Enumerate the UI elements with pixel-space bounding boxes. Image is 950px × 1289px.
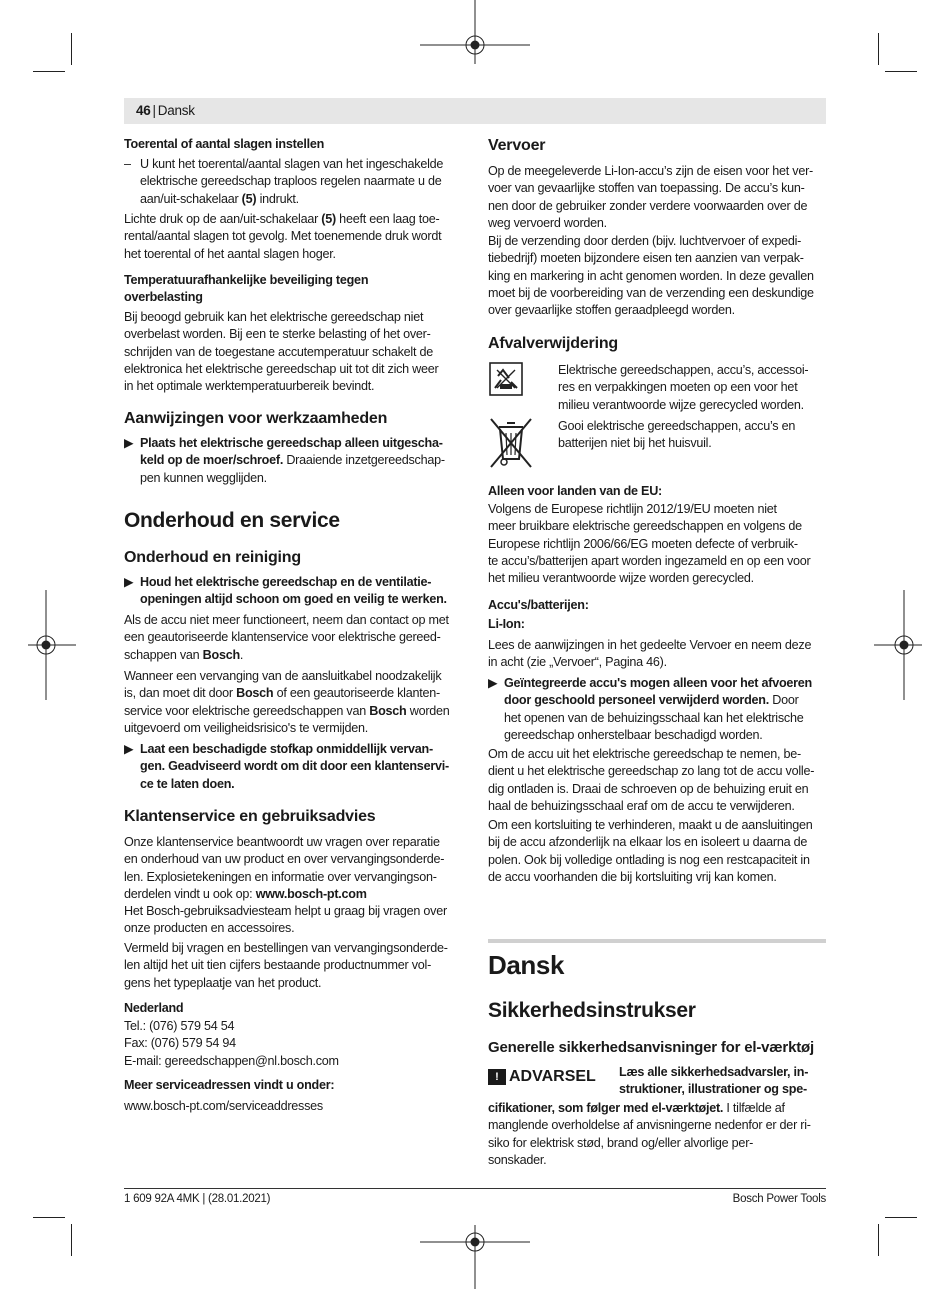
header-section: Dansk	[157, 103, 195, 118]
crop-mark	[878, 1224, 879, 1256]
header-separator: |	[152, 103, 156, 118]
paragraph-vermeld: Vermeld bij vragen en bestellingen van vervangingsonderde- len altijd het uit tien cijfers bestaande productnummer vol- gens het typeplaatje van het product.	[124, 941, 448, 990]
heading-meer: Meer serviceadressen vindt u onder:	[124, 1078, 335, 1092]
footer-doc-code: 1 609 92A 4MK | (28.01.2021)	[124, 1193, 271, 1205]
instruction-plaats: Plaats het elektrische gereedschap alleen uitgescha- keld op de moer/schroef. Draaiende inzetgereedschap- pen kunnen wegglijden.	[140, 436, 445, 485]
paragraph-vervoer-1: Op de meegeleverde Li-Ion-accu’s zijn de eisen voor het ver- voer van gevaarlijke stoffen van toepassing. De accu’s kun- nen door de gebruiker zonder verdere voorwaarden over de weg vervoerd worden.	[488, 164, 813, 230]
paragraph-om-2: Om een kortsluiting te verhinderen, maakt u de aansluitingen bij de accu afzonderlijk na elkaar los en isoleert u daarna de polen. Ook bij volledige ontlading is nog een restcapaciteit in de accu voorhanden die bij kortsluiting vrij kan komen.	[488, 818, 813, 884]
heading-aanwijzingen: Aanwijzingen voor werkzaamheden	[124, 410, 388, 427]
registration-mark-bottom	[420, 1220, 530, 1289]
paragraph-lees: Lees de aanwijzingen in het gedeelte Vervoer en neem deze in acht (zie „Vervoer“, Pagina 46).	[488, 638, 812, 670]
heading-nederland: Nederland	[124, 1001, 184, 1015]
heading-dansk: Dansk	[488, 950, 565, 980]
heading-sikkerhedsinstrukser: Sikkerhedsinstrukser	[488, 999, 696, 1022]
warning-text-indented: Læs alle sikkerhedsadvarsler, in- struktioner, illustrationer og spe-	[619, 1065, 809, 1097]
heading-liion: Li-Ion:	[488, 617, 525, 631]
section-divider	[488, 939, 826, 943]
page-header	[124, 98, 826, 124]
instruction-geintegreerde: Geïntegreerde accu's mogen alleen voor het afvoeren door geschoold personeel verwijderd worden. Door het openen van de behuizingsschaal kan het elektrische gereedschap onherstelbaar beschadigd worden.	[504, 676, 812, 742]
paragraph-het: Het Bosch-gebruiksadviesteam helpt u graag bij vragen over onze producten en accessoires.	[124, 904, 447, 936]
heading-onderhoud-service: Onderhoud en service	[124, 509, 340, 532]
crossed-out-bin-icon	[489, 417, 533, 469]
registration-mark-right	[874, 590, 930, 700]
instruction-houd: Houd het elektrische gereedschap en de ventilatie- openingen altijd schoon om goed en veilig te werken.	[140, 575, 447, 607]
heading-temperatuur: Temperatuurafhankelijke beveiliging tegen overbelasting	[124, 273, 369, 305]
website-link[interactable]: www.bosch-pt.com	[255, 886, 367, 901]
crop-mark	[885, 1217, 917, 1218]
service-addresses-link[interactable]: www.bosch-pt.com/serviceaddresses	[124, 1099, 323, 1113]
email[interactable]: E-mail: gereedschappen@nl.bosch.com	[124, 1053, 339, 1068]
phone: Tel.: (076) 579 54 54	[124, 1019, 235, 1033]
heading-afvalverwijdering: Afvalverwijdering	[488, 335, 618, 352]
bullet-icon: ▶	[124, 436, 134, 450]
registration-mark-top	[420, 0, 530, 70]
warning-word: ADVARSEL	[509, 1068, 596, 1085]
paragraph-om-1: Om de accu uit het elektrische gereedschap te nemen, be- dient u het elektrische gereedschap zo lang tot de accu volle- dig ontladen is. Draai de schroeven op de behuizing eruit en haal de behuizingsschaal eraf om de accu te verwijderen.	[488, 747, 815, 813]
instruction-laat: Laat een beschadigde stofkap onmiddellijk vervan- gen. Geadviseerd wordt om dit door een klantenservi- ce te laten doen.	[140, 742, 449, 791]
paragraph-temperatuur: Bij beoogd gebruik kan het elektrische gereedschap niet overbelast worden. Bij een te sterke belasting of het over- schrijden van de toegestane accutemperatuur schakelt de elektronica het elektrische gereedschap uit tot dit zich weer in het optimale werktemperatuurbereik bevindt.	[124, 310, 439, 394]
heading-onderhoud-reiniging: Onderhoud en reiniging	[124, 549, 301, 566]
crop-mark	[878, 33, 879, 65]
crop-mark	[33, 71, 65, 72]
paragraph-wanneer: Wanneer een vervanging van de aansluitkabel noodzakelijk is, dan moet dit door Bosch of een geautoriseerde klanten- service voor elektrische gereedschappen van Bosch worden uitgevoerd om veiligheidsrisico's te vermijden.	[124, 669, 450, 735]
recycling-icon	[489, 362, 523, 396]
crop-mark	[71, 1224, 72, 1256]
page-number: 46	[136, 103, 151, 118]
paragraph-lichte: Lichte druk op de aan/uit-schakelaar (5) heeft een laag toe- rental/aantal slagen tot gevolg. Met toenemende druk wordt het toerental of het aantal slagen hoger.	[124, 212, 442, 261]
bullet-icon: ▶	[124, 742, 134, 756]
heading-toerental: Toerental of aantal slagen instellen	[124, 137, 325, 151]
crop-mark	[71, 33, 72, 65]
heading-generelle: Generelle sikkerhedsanvisninger for el-værktøj	[488, 1039, 814, 1056]
dash-marker: –	[124, 157, 131, 171]
registration-mark-left	[20, 590, 76, 700]
toerental-item: U kunt het toerental/aantal slagen van het ingeschakelde elektrische gereedschap traploos regelen naarmate u de aan/uit-schakelaar (5) indrukt.	[140, 157, 444, 206]
bullet-icon: ▶	[124, 575, 134, 589]
warning-icon: !	[488, 1069, 506, 1085]
footer-brand: Bosch Power Tools	[732, 1193, 826, 1205]
bullet-icon: ▶	[488, 676, 498, 690]
warning-text: cifikationer, som følger med el-værktøjet. I tilfælde af manglende overholdelse af anvisningerne nedenfor er der ri- siko for elektrisk stød, brand og/eller alvorlige per- sonskader.	[488, 1101, 811, 1167]
heading-klantenservice: Klantenservice en gebruiksadvies	[124, 808, 376, 825]
contact-block	[124, 1018, 462, 1070]
heading-accus: Accu's/batterijen:	[488, 598, 589, 612]
paragraph-onze: Onze klantenservice beantwoordt uw vragen over reparatie en onderhoud van uw product en over vervangingsonderde- len. Explosietekeningen en informatie over vervangingson- derdelen vindt u ook op: www.bosch-pt.com	[124, 835, 445, 901]
warning-label	[488, 1067, 596, 1086]
paragraph-als: Als de accu niet meer functioneert, neem dan contact op met een geautoriseerde klantenservice voor elektrische gereed- schappen van Bosch.	[124, 613, 449, 662]
paragraph-vervoer-2: Bij de verzending door derden (bijv. luchtvervoer of expedi- tiebedrijf) moeten bijzondere eisen ten aanzien van verpak- king en markering in acht genomen worden. In deze gevallen moet bij de voorbereiding van de verzending een deskundige over gevaarlijke stoffen geraadpleegd worden.	[488, 234, 814, 318]
heading-vervoer: Vervoer	[488, 137, 546, 154]
crop-mark	[33, 1217, 65, 1218]
heading-eu: Alleen voor landen van de EU:	[488, 484, 663, 498]
paragraph-afval-2: Gooi elektrische gereedschappen, accu’s en batterijen niet bij het huisvuil.	[558, 419, 796, 451]
footer-rule	[124, 1188, 826, 1189]
paragraph-eu: Volgens de Europese richtlijn 2012/19/EU moeten niet meer bruikbare elektrische gereedschappen en volgens de Europese richtlijn 2006/66/EG moeten defecte of verbruik- te accu’s/batterijen apart worden ingezameld en op een voor het milieu verantwoorde wijze worden gerecycled.	[488, 502, 811, 586]
paragraph-afval-1: Elektrische gereedschappen, accu’s, accessoi- res en verpakkingen moeten op een voor het milieu verantwoorde wijze gerecycled worden.	[558, 363, 809, 412]
crop-mark	[885, 71, 917, 72]
fax: Fax: (076) 579 54 94	[124, 1036, 236, 1051]
